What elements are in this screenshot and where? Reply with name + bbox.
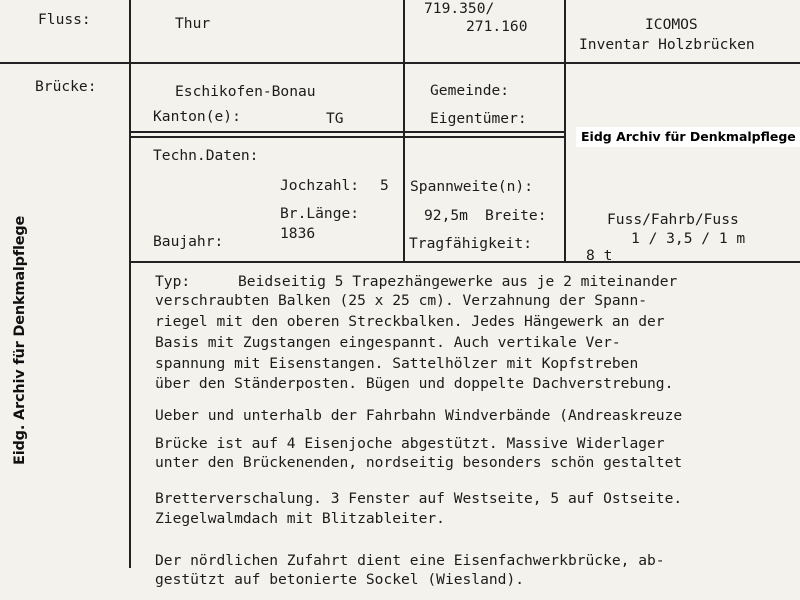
fluss-value: Thur — [175, 15, 211, 32]
kanton-label: Kanton(e): — [153, 108, 241, 125]
bridge-name: Eschikofen-Bonau — [175, 83, 316, 100]
coordinate-line-2: 271.160 — [466, 18, 528, 35]
divider-left-column — [129, 0, 131, 568]
divider-header — [0, 62, 800, 64]
description-line: Bretterverschalung. 3 Fenster auf Westseite, 5 auf Ostseite. — [155, 490, 683, 507]
brlaenge-value: 1836 — [280, 225, 316, 242]
bruecke-label: Brücke: — [35, 78, 97, 95]
brlaenge-label: Br.Länge: — [280, 205, 360, 222]
description-line: Ueber und unterhalb der Fahrbahn Windverbände (Andreaskreuze — [155, 407, 683, 424]
widths-values: 1 / 3,5 / 1 m — [631, 230, 746, 247]
description-line: Brücke ist auf 4 Eisenjoche abgestützt. Massive Widerlager — [155, 435, 665, 452]
archive-stamp: Eidg Archiv für Denkmalpflege — [576, 127, 800, 147]
description-line: spannung mit Eisenstangen. Sattelhölzer mit Kopfstreben — [155, 355, 639, 372]
description-line: Beidseitig 5 Trapezhängewerke aus je 2 miteinander — [238, 273, 678, 290]
tragfaehigkeit-value: 8 t — [586, 247, 613, 264]
description-line: Basis mit Zugstangen eingespannt. Auch vertikale Ver- — [155, 334, 621, 351]
description-line: verschraubten Balken (25 x 25 cm). Verzahnung der Spann- — [155, 292, 648, 309]
fluss-label: Fluss: — [38, 11, 91, 28]
description-line: gestützt auf betonierte Sockel (Wiesland). — [155, 571, 525, 588]
description-line: Der nördlichen Zufahrt dient eine Eisenfachwerkbrücke, ab- — [155, 552, 665, 569]
length-value: 92,5m — [424, 207, 468, 224]
breite-label: Breite: — [485, 207, 547, 224]
side-archive-stamp: Eidg. Archiv für Denkmalpflege — [12, 215, 28, 465]
kanton-value: TG — [326, 110, 344, 127]
description-line: über den Ständerposten. Bügen und doppelte Dachverstrebung. — [155, 375, 674, 392]
org-inventory: Inventar Holzbrücken — [579, 36, 755, 53]
coordinate-line-1: 719.350/ — [424, 0, 495, 17]
widths-header: Fuss/Fahrb/Fuss — [607, 211, 739, 228]
divider-bridge-double-bottom — [130, 136, 565, 138]
tragfaehigkeit-label: Tragfähigkeit: — [409, 235, 533, 252]
org-name: ICOMOS — [645, 16, 698, 33]
typ-label: Typ: — [155, 273, 191, 290]
jochzahl-value: 5 — [380, 177, 389, 194]
jochzahl-label: Jochzahl: — [280, 177, 360, 194]
eigentuemer-label: Eigentümer: — [430, 110, 527, 127]
gemeinde-label: Gemeinde: — [430, 82, 510, 99]
tech-data-heading: Techn.Daten: — [153, 147, 259, 164]
divider-tech-data — [130, 261, 800, 263]
description-line: unter den Brückenenden, nordseitig besonders schön gestaltet — [155, 454, 683, 471]
baujahr-label: Baujahr: — [153, 233, 224, 250]
description-line: Ziegelwalmdach mit Blitzableiter. — [155, 510, 445, 527]
description-line: riegel mit den oberen Streckbalken. Jedes Hängewerk an der — [155, 313, 665, 330]
divider-bridge-double-top — [130, 131, 565, 133]
spannweite-label: Spannweite(n): — [410, 178, 534, 195]
